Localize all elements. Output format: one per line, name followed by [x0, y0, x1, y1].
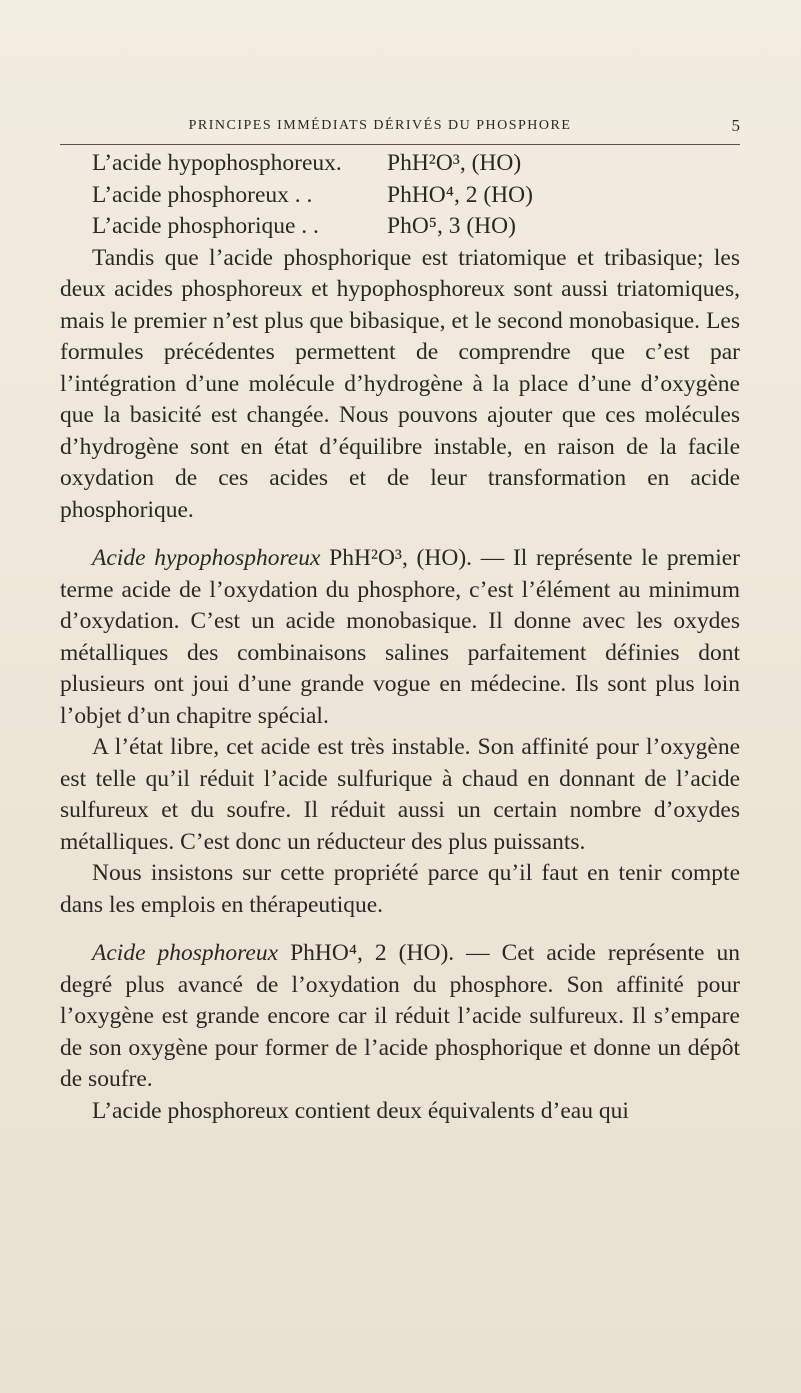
paragraph-etat-libre: A l’état libre, cet acide est très instable. Son affinité pour l’oxygène est telle qu’il réduit l’acide sulfurique à chaud en donnant de l’acide sulfureux et du soufre. Il réduit aussi un certain nombre d’oxydes métalliques. C’est donc un réducteur des plus puissants. — [60, 734, 740, 855]
formula-name: L’acide phosphorique . . — [92, 213, 319, 239]
header-rule — [60, 144, 740, 145]
formula-name: L’acide phosphoreux . . — [92, 181, 313, 208]
page-number: 5 — [731, 116, 740, 135]
running-head — [60, 118, 740, 140]
body-text — [60, 148, 740, 1127]
paragraph-acide-phosphoreux — [60, 938, 740, 1096]
paragraph-acide-hypophosphoreux — [60, 543, 740, 732]
formula-row-hypophosphoreux — [60, 148, 740, 180]
formula-value: PhO⁵, 3 (HO) — [387, 213, 516, 239]
formula-value: PhH²O³, (HO) — [387, 150, 522, 176]
paragraph-equivalents: L’acide phosphoreux contient deux équivalents d’eau qui — [92, 1097, 629, 1124]
formula-row-phosphoreux — [60, 180, 740, 212]
section-lead-hypophosphoreux: Acide hypophosphoreux — [92, 545, 321, 571]
section-lead-phosphoreux: Acide phosphoreux — [92, 940, 279, 966]
formula-row-phosphorique — [60, 211, 740, 243]
paragraph-text: PhHO⁴, 2 (HO). — Cet acide représente un degré plus avancé de l’oxydation du phosphore. Son affinité pour l’oxygène est grande encore car il réduit l’acide sulfureux. Il s’empare de son oxygène pour former de l’acide phosphorique et donne un dépôt de soufre. — [60, 940, 740, 1092]
paragraph-basicity: Tandis que l’acide phosphorique est triatomique et tribasique; les deux acides phosphoreux et hypophosphoreux sont aussi triatomiques, mais le premier n’est plus que bibasique, et le second monobasique. Les formules précédentes permettent de comprendre que c’est par l’intégration d’une molécule d’hydrogène à la place d’une d’oxygène que la basicité est changée. Nous pouvons ajouter que ces molécules d’hydrogène sont en état d’équilibre instable, en raison de la facile oxydation de ces acides et de leur transformation en acide phosphorique. — [60, 244, 740, 523]
running-title: PRINCIPES IMMÉDIATS DÉRIVÉS DU PHOSPHORE — [188, 118, 572, 133]
formula-name: L’acide hypophosphoreux. — [92, 150, 342, 176]
paragraph-text: PhH²O³, (HO). — Il représente le premier terme acide de l’oxydation du phosphore, c’est l’élément au minimum d’oxydation. C’est un acide monobasique. Il donne avec les oxydes métalliques des combinaisons salines parfaitement définies dont plusieurs ont joui d’une grande vogue en médecine. Ils sont plus loin l’objet d’un chapitre spécial. — [60, 545, 740, 729]
paragraph-therapeutique: Nous insistons sur cette propriété parce qu’il faut en tenir compte dans les emplois en thérapeutique. — [60, 860, 740, 918]
formula-value: PhHO⁴, 2 (HO) — [387, 181, 533, 208]
